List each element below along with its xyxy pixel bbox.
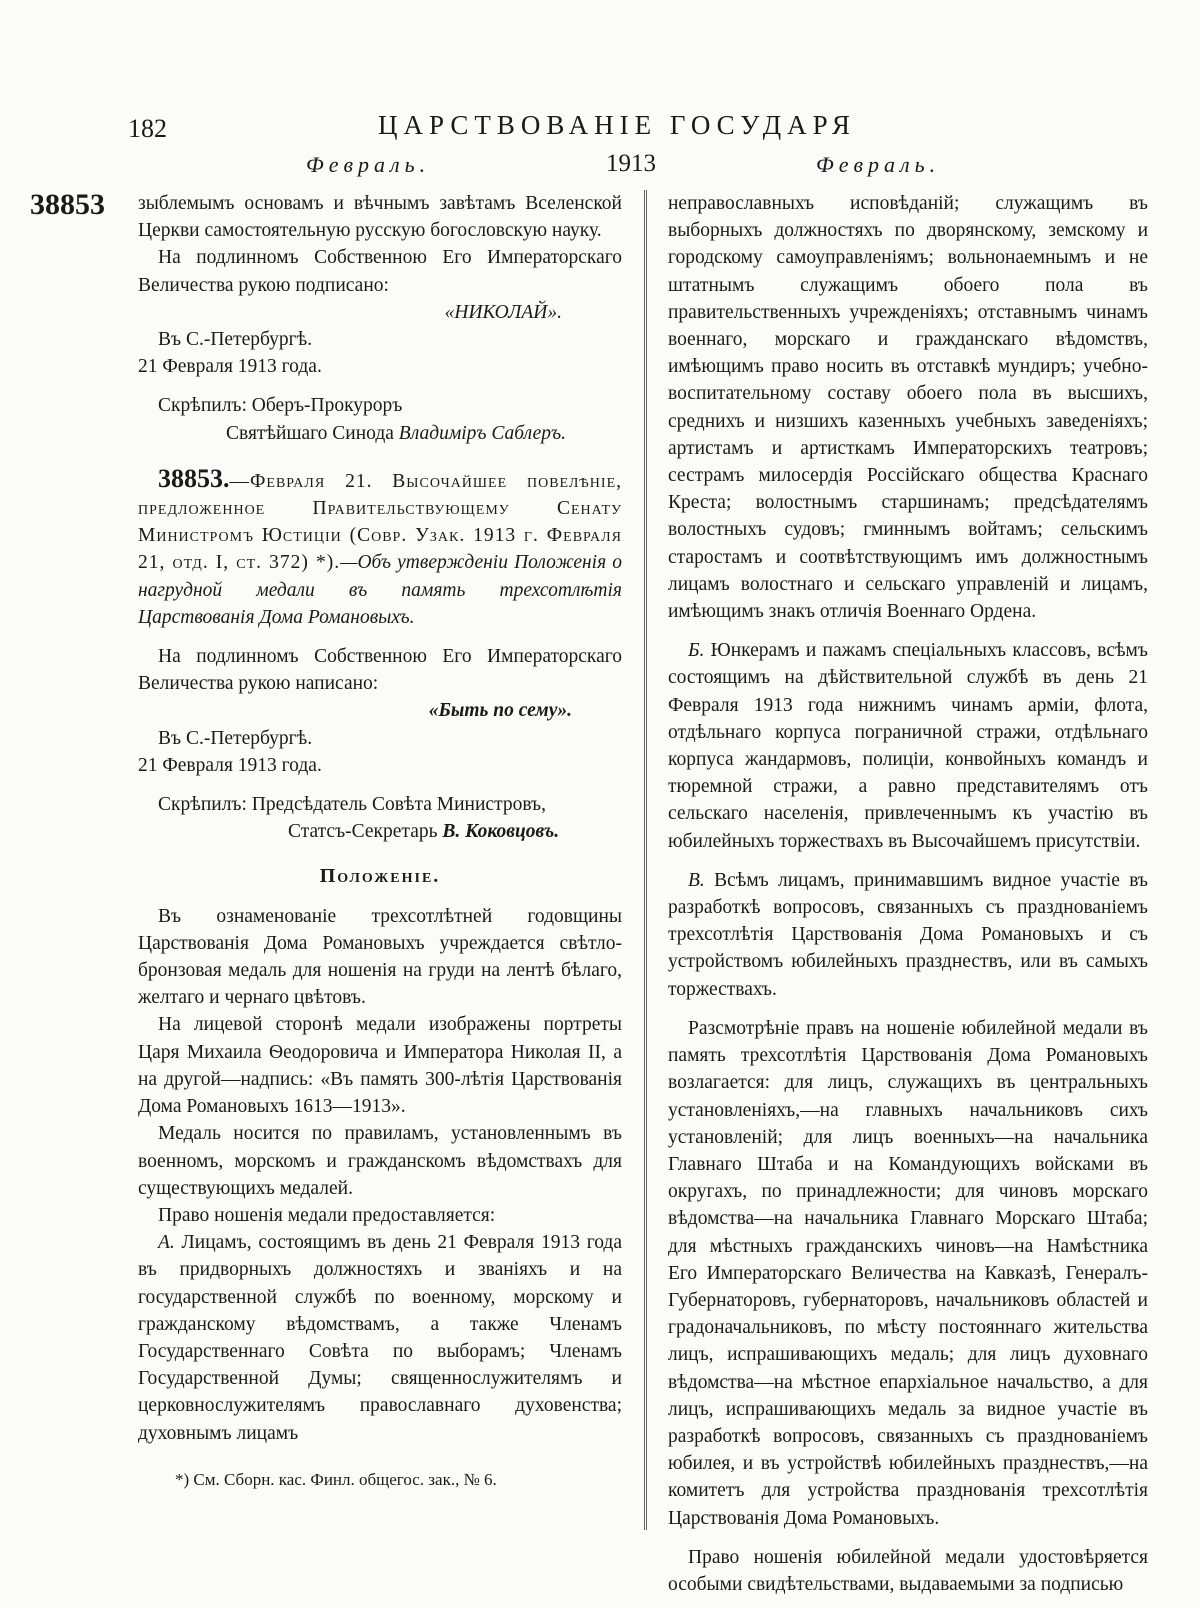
place: Въ С.-Петербургѣ. [158,727,313,749]
paragraph: Въ ознаменованіе трехсотлѣтней годовщины Царствованія Дома Романовыхъ учреждается свѣтло-бронзовая медаль для ношенія на груди на лентѣ бѣлаго, желтаго и чернаго цвѣтовъ. [138,905,622,1009]
paragraph: В. Всѣмъ лицамъ, принимавшимъ видное участіе въ разработкѣ вопросовъ, связанныхъ съ празднованіемъ трехсотлѣтія Царствованія Дома Романовыхъ и съ устройствомъ юбилейныхъ празднествъ, или въ самыхъ торжествахъ. [668,869,1148,1000]
decree-number: 38853. [158,463,230,493]
countersign: Святѣйшаго Синода Владимiръ Саблеръ. [226,422,567,444]
running-title: ЦАРСТВОВАНІЕ ГОСУДАРЯ [378,110,856,140]
paragraph: зыблемымъ основамъ и вѣчнымъ завѣтамъ Вселенской Церкви самостоятельную русскую богословскую науку. [138,193,622,242]
paragraph: На подлинномъ Собственною Его Императорскаго Величества рукою подписано: [138,247,622,296]
paragraph: Разсмотрѣніе правъ на ношеніе юбилейной медали въ память трехсотлѣтія Царствованія Дома Романовыхъ возлагается: для лицъ, служащихъ въ центральныхъ установленіяхъ,—на главныхъ начальниковъ сихъ установленій; для лицъ военныхъ—на начальника Главнаго Штаба и на Командующихъ войсками въ округахъ, по принадлежности; для чиновъ морскаго вѣдомства—на начальника Главнаго Морскаго Штаба; для мѣстныхъ гражданскихъ чиновъ—на Намѣстника Его Императорскаго Величества на Кавказѣ, Генералъ-Губернаторовъ, губернаторовъ, начальниковъ областей и градоначальниковъ, по мѣсту постояннаго жительства лицъ, испрашивающихъ медаль; для лицъ духовнаго вѣдомства—на мѣстное епархіальное начальство, а для лицъ, испрашивающихъ медаль за видное участіе въ разработкѣ вопросовъ, связанныхъ съ празднованіемъ юбилея, и въ устройствѣ юбилейныхъ празднествъ,—на комитетъ для устройства празднованія трехсотлѣтія Царствованія Дома Романовыхъ. [668,1017,1148,1529]
paragraph: неправославныхъ исповѣданій; служащимъ въ выборныхъ должностяхъ по дворянскому, земскому и городскому самоуправленіямъ; вольнонаемнымъ и не штатнымъ служащимъ обоего пола въ правительственныхъ учрежденіяхъ; отставнымъ чинамъ военнаго, морскаго и гражданскаго вѣдомствъ, имѣющимъ право носить въ отставкѣ мундиръ; учебно-воспитательному составу обоего пола въ высшихъ, среднихъ и низшихъ казенныхъ учебныхъ заведеніяхъ; артистамъ и артисткамъ Императорскихъ театровъ; сестрамъ милосердія Россійскаго общества Краснаго Креста; волостнымъ старшинамъ; предсѣдателямъ волостныхъ судовъ; гминнымъ войтамъ; сельскимъ старостамъ и соотвѣтствующимъ имъ должностнымъ лицамъ волостнаго и сельскаго управленій и лицамъ, имѣющимъ знакъ отличія Военнаго Ордена. [668,193,1148,623]
paragraph: Б. Юнкерамъ и пажамъ спеціальныхъ классовъ, всѣмъ состоящимъ на дѣйствительной службѣ въ день 21 Февраля 1913 года нижнимъ чинамъ арміи, флота, отдѣльнаго корпуса пограничной стражи, отдѣльнаго корпуса жандармовъ, полиціи, конвойныхъ командъ и тюремной стражи, а равно представителямъ отъ сельскаго населенія, привлеченнымъ къ участію въ юбилейныхъ торжествахъ въ Высочайшемъ присутствіи. [668,640,1148,852]
month-left: Февраль. [306,152,431,177]
decree-header: 38853.—Февраля 21. Высочайшее повелѣніе, предложенное Правительствующему Сенату Министромъ Юстиціи (Совр. Узак. 1913 г. Февраля 21, отд. I, ст. 372) *).—Объ утвержденіи Положенія о нагрудной медали въ память трехсотлѣтія Царствованія Дома Романовыхъ. [138,463,622,628]
paragraph: На лицевой сторонѣ медали изображены портреты Царя Михаила Ѳеодоровича и Императора Николая II, а на другой—надпись: «Въ память 300-лѣтія Царствованія Дома Романовыхъ 1613—1913». [138,1014,622,1118]
countersign: Скрѣпилъ: Оберъ-Прокуроръ [158,395,403,417]
countersign: Статсъ-Секретарь В. Коковцовъ. [288,821,560,843]
column-divider [644,190,647,1530]
decree-title: —Объ утвержденіи Положенія о нагрудной медали въ память трехсотлѣтія Царствованія Дома Романовыхъ. [138,552,622,628]
page-number: 182 [128,114,167,143]
countersign: Скрѣпилъ: Предсѣдатель Совѣта Министровъ, [158,794,547,816]
paragraph: А. Лицамъ, состоящимъ въ день 21 Февраля 1913 года въ придворныхъ должностяхъ и званіяхъ и на государственной службѣ по военному, морскому и гражданскому вѣдомствамъ, а также Членамъ Государственнаго Совѣта по выборамъ; Членамъ Государственной Думы; священнослужителямъ и церковнослужителямъ православнаго духовенства; духовнымъ лицамъ [138,1232,622,1444]
date: 21 Февраля 1913 года. [138,356,322,378]
paragraph: Право ношенія медали предоставляется: [158,1204,496,1226]
year: 1913 [606,150,656,177]
signature: «Быть по сему». [428,700,572,722]
footnote: *) См. Сборн. кас. Финл. общегос. зак., № 6. [175,1470,497,1489]
paragraph: Медаль носится по правиламъ, установленнымъ въ военномъ, морскомъ и гражданскомъ вѣдомствахъ для существующихъ медалей. [138,1123,622,1199]
signature: «НИКОЛАЙ». [444,301,562,323]
margin-decree-number: 38853 [30,188,105,221]
month-right: Февраль. [816,152,941,177]
date: 21 Февраля 1913 года. [138,754,322,776]
right-column [668,190,1148,1598]
paragraph: Право ношенія юбилейной медали удостовѣряется особыми свидѣтельствами, выдаваемыми за подписью [668,1546,1148,1595]
section-heading: Положеніе. [319,865,441,888]
left-column [138,190,622,1447]
place: Въ С.-Петербургѣ. [158,329,313,351]
paragraph: На подлинномъ Собственною Его Императорскаго Величества рукою написано: [138,646,622,695]
